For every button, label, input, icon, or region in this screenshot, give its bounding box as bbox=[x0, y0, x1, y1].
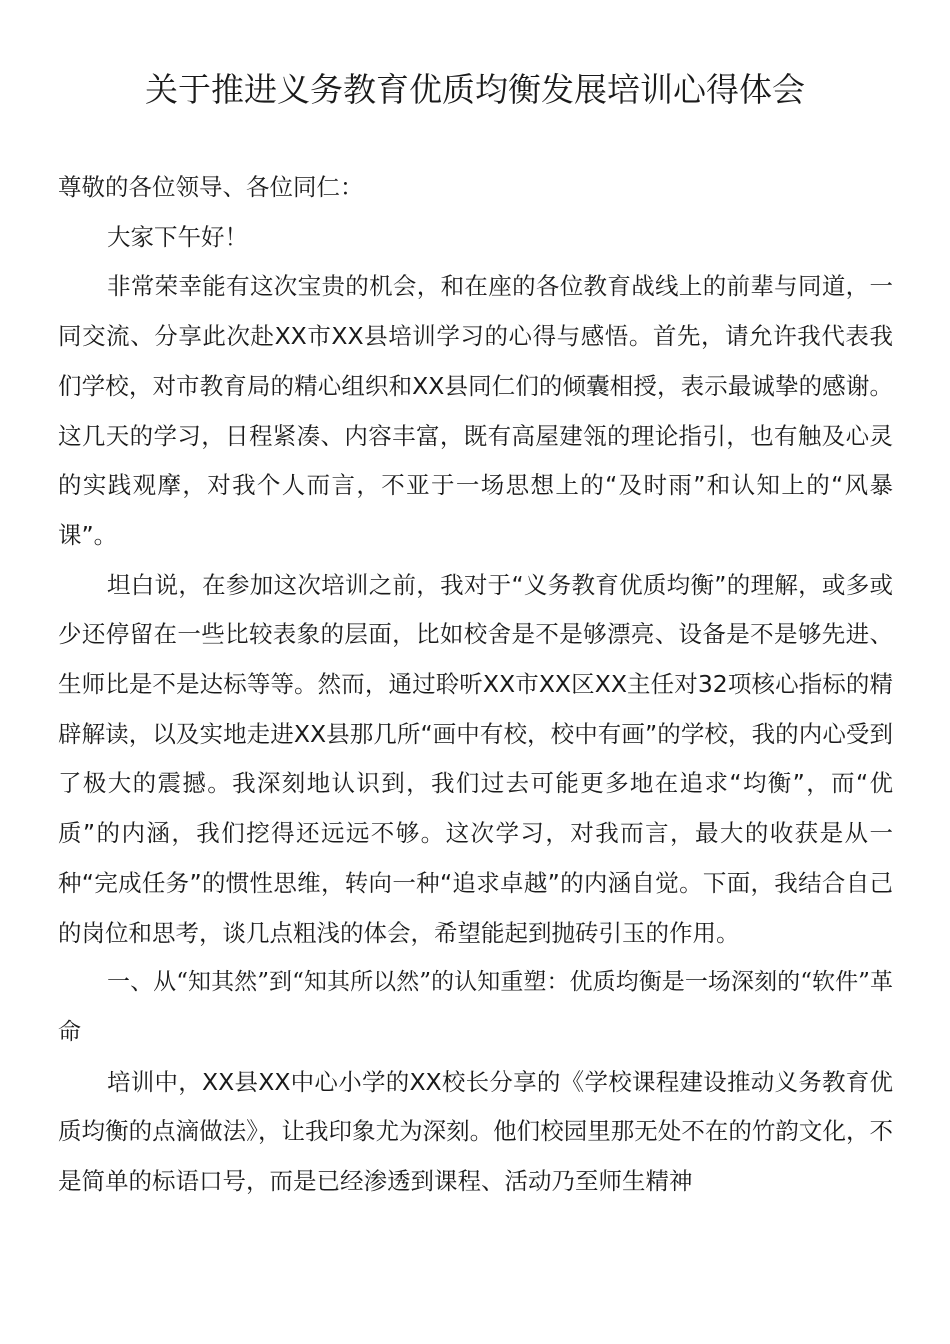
greeting: 大家下午好！ bbox=[107, 222, 248, 251]
section-paragraph: 培训中，XX县XX中心小学的XX校长分享的《学校课程建设推动义务教育优质均衡的点滴做法》，让我印象尤为深刻。他们校园里那无处不在的竹韵文化，不是简单的标语口号，而是已经渗透到课程、活动乃至师生精神 bbox=[58, 1067, 893, 1196]
document-body bbox=[58, 163, 893, 1207]
paragraph-intro: 非常荣幸能有这次宝贵的机会，和在座的各位教育战线上的前辈与同道，一同交流、分享此次赴XX市XX县培训学习的心得与感悟。首先，请允许我代表我们学校，对市教育局的精心组织和XX县同仁们的倾囊相授，表示最诚挚的感谢。这几天的学习，日程紧凑、内容丰富，既有高屋建瓴的理论指引，也有触及心灵的实践观摩，对我个人而言，不亚于一场思想上的“及时雨”和认知上的“风暴课”。 bbox=[58, 272, 893, 549]
salutation: 尊敬的各位领导、各位同仁： bbox=[58, 173, 364, 201]
paragraph-reflection: 坦白说，在参加这次培训之前，我对于“义务教育优质均衡”的理解，或多或少还停留在一些比较表象的层面，比如校舍是不是够漂亮、设备是不是够先进、生师比是不是达标等等。然而，通过聆听XX市XX区XX主任对32项核心指标的精辟解读，以及实地走进XX县那几所“画中有校，校中有画”的学校，我的内心受到了极大的震撼。我深刻地认识到，我们过去可能更多地在追求“均衡”，而“优质”的内涵，我们挖得还远远不够。这次学习，对我而言，最大的收获是从一种“完成任务”的惯性思维，转向一种“追求卓越”的内涵自觉。下面，我结合自己的岗位和思考，谈几点粗浅的体会，希望能起到抛砖引玉的作用。 bbox=[58, 570, 893, 947]
section-heading: 一、从“知其然”到“知其所以然”的认知重塑：优质均衡是一场深刻的“软件”革命 bbox=[58, 969, 893, 1045]
document-title: 关于推进义务教育优质均衡发展培训心得体会 bbox=[145, 70, 805, 109]
